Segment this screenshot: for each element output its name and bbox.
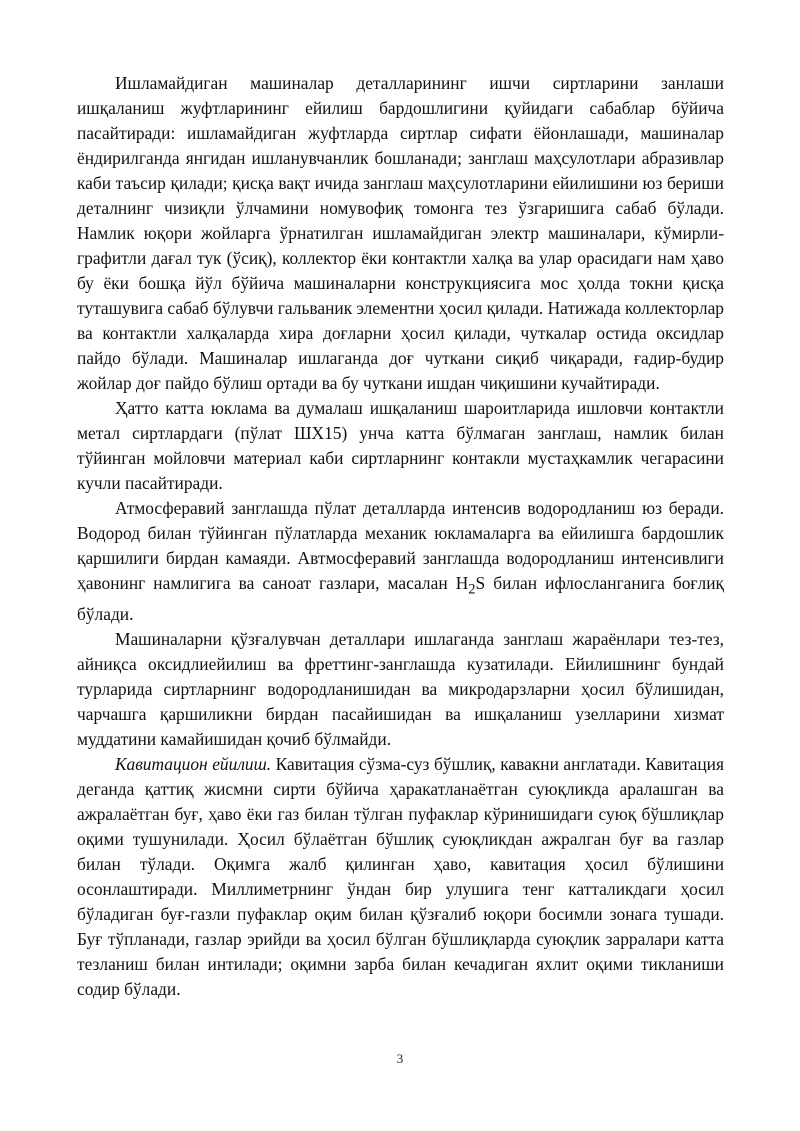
paragraph-cavitation-wear [77,752,724,1002]
paragraph-text: Кавитация сўзма-суз бўшлиқ, кавакни англатади. Кавитация деганда қаттиқ жисмни сирти бўйича ҳаракатланаётган суюқликда аралашган ва ажралаётган буғ, ҳаво ёки газ билан тўлган пуфаклар кўринишидаги суюқ бўшлиқлар оқими тушунилади. Ҳосил бўлаётган бўшлиқ суюқликдан ажралган буғ ва газлар билан тўлади. Оқимга жалб қилинган ҳаво, кавитация ҳосил бўлишини осонлаштиради. Миллиметрнинг ўндан бир улушига тенг катталикдаги ҳосил бўладиган буғ-газли пуфаклар оқим билан қўзғалиб юқори босимли зонага тушади. Буғ тўпланади, газлар эрийди ва ҳосил бўлган бўшлиқларда суюқлик зарралари катта тезланиш билан интилади; оқимни зарба билан кечадиган яхлит оқими тикланиши содир бўлади. [77,754,724,1000]
subscript-two: 2 [468,581,476,598]
paragraph-text: Машиналарни қўзғалувчан деталлари ишлаганда занглаш жараёнлари тез-тез, айниқса оксидлиейилиш ва фреттинг-занглашда кузатилади. Ейилишнинг бундай турларида сиртларнинг водородланишидан ва микродарзларни ҳосил бўлишидан, чарчашга қаршиликни бирдан пасайишидан ва ишқаланиш узелларини хизмат муддатини камайишидан қочиб бўлмайди. [77,629,724,750]
paragraph-text: Ишламайдиган машиналар деталларининг ишчи сиртларини занлаши ишқаланиш жуфтларининг ейилиш бардошлигини қуйидаги сабаблар бўйича пасайтиради: ишламайдиган жуфтларда сиртлар сифати ёйонлашади, машиналар ёндирилганда янгидан ишланувчанлик бошланади; занглаш маҳсулотлари абразивлар каби таъсир қилади; қисқа вақт ичида занглаш маҳсулотларини ейилишини юз бериши деталнинг чизиқли ўлчамини номувофиқ томонга тез ўзгаришига сабаб бўлади. Намлик юқори жойларга ўрнатилган ишламайдиган электр машиналари, кўмирли-графитли дағал тук (ўсиқ), коллектор ёки контактли халқа ва улар орасидаги нам ҳаво бу ёки бошқа йўл бўйича машиналарни конструкциясига мос ҳолда токни қисқа туташувига сабаб бўлувчи гальваник элементни ҳосил қилади. Натижада коллекторлар ва контактли халқаларда хира доғларни ҳосил қилади, чуткалар остида оксидлар пайдо бўлади. Машиналар ишлаганда доғ чуткани сиқиб чиқаради, ғадир-будир жойлар доғ пайдо бўлиш ортади ва бу чуткани ишдан чиқишини кучайтиради. [77,73,724,393]
section-lead-title: Кавитацион ейилиш. [115,754,272,775]
page-number: 3 [396,1051,404,1066]
paragraph-contact-strength [77,396,724,496]
document-body [77,71,724,1002]
paragraph-text: Атмосферавий занглашда пўлат деталларда интенсив водородланиш юз беради. Водород билан тўйинган пўлатларда механик юкламаларга ва ейилишга бардошлик қаршилиги бирдан камаяди. Автмосферавий занглашда водородланиш интенсивлиги ҳавонинг намлигига ва саноат газлари, масалан H [77,498,724,593]
paragraph-moving-parts [77,627,724,752]
paragraph-idle-machine-corrosion [77,71,724,396]
paragraph-text-tail: S билан ифлосланганига боғлиқ бўлади. [77,573,724,625]
paragraph-atmospheric-corrosion [77,496,724,627]
paragraph-text: Ҳатто катта юклама ва думалаш ишқаланиш шароитларида ишловчи контактли метал сиртлардаги (пўлат ШХ15) унча катта бўлмаган занглаш, намлик билан тўйинган мойловчи материал каби сиртларнинг контакли мустаҳкамлик чегарасини кучли пасайтиради. [77,398,724,493]
